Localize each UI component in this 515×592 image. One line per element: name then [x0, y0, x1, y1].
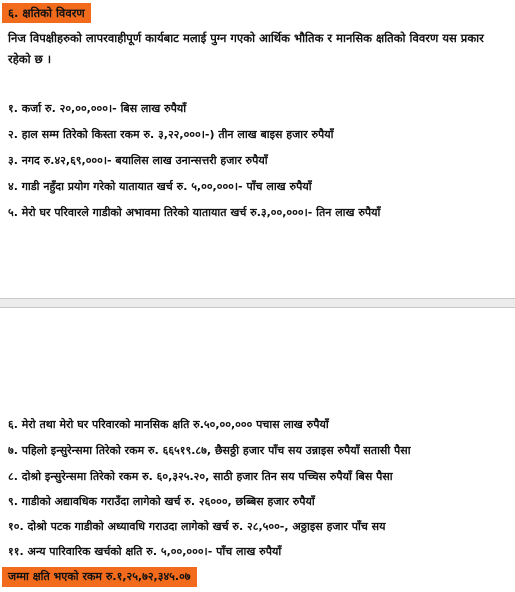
damage-item-8: ८. दोश्रो इन्सुरेन्समा तिरेको रकम रु. ६०,३२५.२०, साठी हजार तिन सय पच्चिस रुपैयाँ बिस पैसा	[8, 470, 393, 483]
damage-item-9: ९. गाडीको अद्यावधिक गराउँदा लागेको खर्च रु. २६०००, छब्बिस हजार रुपैयाँ	[8, 495, 315, 508]
damage-item-5: ५. मेरो घर परिवारले गाडीको अभावमा तिरेको यातायात खर्च रु.३,००,०००।- तिन लाख रुपैयाँ	[8, 206, 381, 219]
damage-item-2: २. हाल सम्म तिरेको किस्ता रकम रु. ३,२२,०००।-) तीन लाख बाइस हजार रुपैयाँ	[8, 128, 334, 141]
damage-item-4: ४. गाडी नहुँदा प्रयोग गरेको यातायात खर्च रु. ५,००,०००।- पाँच लाख रुपैयाँ	[8, 180, 312, 193]
damage-item-6: ६. मेरो तथा मेरो घर परिवारको मानसिक क्षति रु.५०,००,००० पचास लाख रुपैयाँ	[8, 418, 329, 431]
section-heading: ६. क्षतिको विवरण	[2, 3, 91, 23]
section-intro: निज विपक्षीहरुको लापरवाहीपूर्ण कार्यबाट मलाई पुग्न गएको आर्थिक भौतिक र मानसिक क्षतिको विवरण यस प्रकार रहेको छ ।	[8, 31, 484, 66]
damage-item-7: ७. पहिलो इन्सुरेन्समा तिरेको रकम रु. ६६५१९.८७, छैसठ्ठी हजार पाँच सय उन्नाइस रुपैयाँ सतासी पैसा	[8, 444, 411, 457]
damage-item-11: ११. अन्य पारिवारिक खर्चको क्षति रु. ५,००,०००।- पाँच लाख रुपैयाँ	[8, 545, 282, 558]
page-break-divider	[0, 298, 515, 308]
damage-item-1: १. कर्जा रु. २०,००,०००।- बिस लाख रुपैयाँ	[8, 102, 187, 115]
damage-item-3: ३. नगद रु.४२,६९,०००।- बयालिस लाख उनान्सत्तरी हजार रुपैयाँ	[8, 154, 268, 167]
total-amount-label: जम्मा क्षति भएको रकम रु.१,२५,७२,३४५.०७	[2, 567, 197, 587]
damage-item-10: १०. दोश्रो पटक गाडीको अध्यावधि गराउदा लागेको खर्च रु. २८,५००-, अठ्ठाइस हजार पाँच सय	[8, 520, 386, 533]
